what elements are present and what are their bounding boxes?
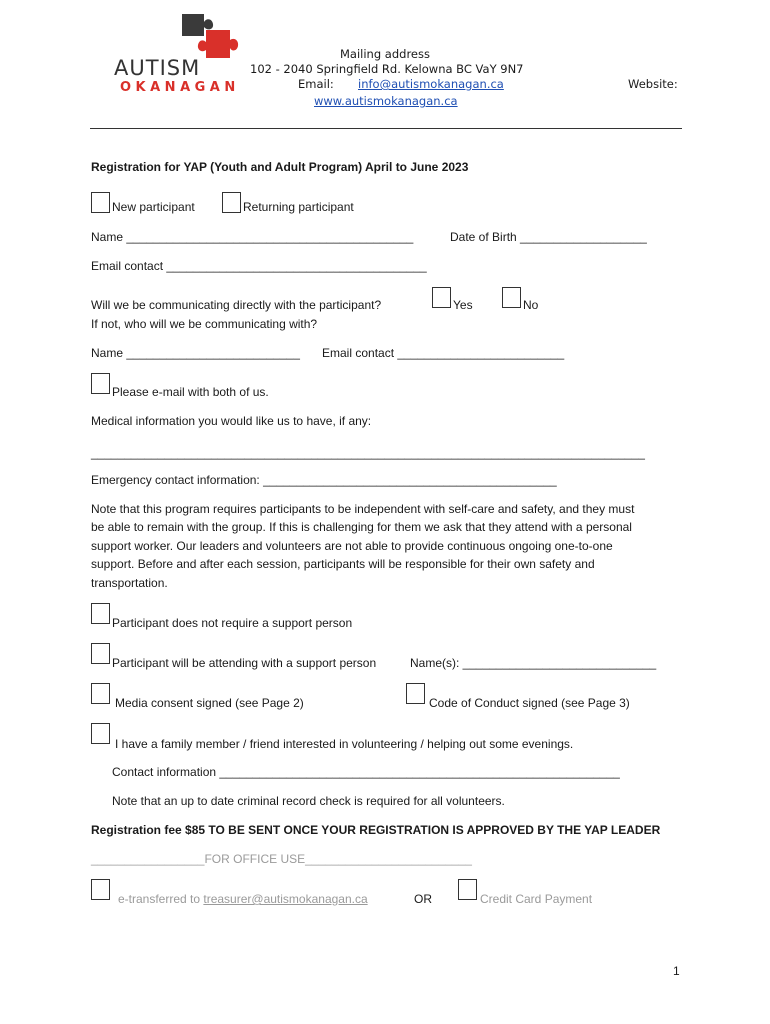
contact-name-field[interactable]: Name __________________________ bbox=[91, 346, 300, 360]
office-use-header: _________________FOR OFFICE USE_________________________ bbox=[91, 852, 472, 866]
yes-checkbox[interactable] bbox=[432, 287, 451, 308]
no-support-checkbox[interactable] bbox=[91, 603, 110, 624]
logo bbox=[112, 12, 242, 96]
volunteer-contact-field[interactable]: Contact information ____________________________________________________________ bbox=[112, 765, 620, 779]
registration-fee: Registration fee $85 TO BE SENT ONCE YOUR REGISTRATION IS APPROVED BY THE YAP LEADER bbox=[91, 823, 661, 837]
etransfer-checkbox[interactable] bbox=[91, 879, 110, 900]
mailing-label: Mailing address bbox=[340, 47, 430, 61]
yes-label: Yes bbox=[453, 298, 473, 312]
media-consent-checkbox[interactable] bbox=[91, 683, 110, 704]
criminal-record-note: Note that an up to date criminal record check is required for all volunteers. bbox=[112, 794, 505, 808]
email-contact-field[interactable]: Email contact _______________________________________ bbox=[91, 259, 427, 273]
communicating-question: Will we be communicating directly with the participant? bbox=[91, 298, 382, 312]
etransfer-prefix: e-transferred to bbox=[118, 892, 204, 906]
website-link[interactable]: www.autismokanagan.ca bbox=[314, 94, 458, 108]
support-names-field[interactable]: Name(s): _____________________________ bbox=[410, 656, 657, 670]
address: 102 - 2040 Springfield Rd. Kelowna BC VaY 9N7 bbox=[250, 62, 524, 76]
note-line-3: support worker. Our leaders and volunteers are not able to provide continuous ongoing one-to-one bbox=[91, 539, 613, 553]
page-number: 1 bbox=[673, 964, 680, 978]
treasurer-email-link[interactable]: treasurer@autismokanagan.ca bbox=[203, 892, 368, 906]
returning-participant-label: Returning participant bbox=[243, 200, 354, 214]
note-line-5: transportation. bbox=[91, 576, 168, 590]
puzzle-logo-icon bbox=[176, 12, 240, 60]
returning-participant-checkbox[interactable] bbox=[222, 192, 241, 213]
credit-card-checkbox[interactable] bbox=[458, 879, 477, 900]
media-consent-label: Media consent signed (see Page 2) bbox=[115, 696, 304, 710]
email-label: Email: bbox=[298, 77, 334, 91]
form-title: Registration for YAP (Youth and Adult Program) April to June 2023 bbox=[91, 160, 469, 174]
new-participant-checkbox[interactable] bbox=[91, 192, 110, 213]
email-both-checkbox[interactable] bbox=[91, 373, 110, 394]
logo-line-2: OKANAGAN bbox=[120, 80, 240, 95]
credit-card-label: Credit Card Payment bbox=[480, 892, 593, 906]
medical-label: Medical information you would like us to have, if any: bbox=[91, 414, 372, 428]
with-support-label: Participant will be attending with a support person bbox=[112, 656, 377, 670]
no-label: No bbox=[523, 298, 539, 312]
etransfer-label bbox=[118, 892, 368, 906]
new-participant-label: New participant bbox=[112, 200, 195, 214]
code-conduct-checkbox[interactable] bbox=[406, 683, 425, 704]
volunteer-label: I have a family member / friend interested in volunteering / helping out some evenings. bbox=[115, 737, 574, 751]
volunteer-checkbox[interactable] bbox=[91, 723, 110, 744]
no-checkbox[interactable] bbox=[502, 287, 521, 308]
header-divider bbox=[90, 128, 682, 129]
code-conduct-label: Code of Conduct signed (see Page 3) bbox=[429, 696, 630, 710]
note-line-1: Note that this program requires participants to be independent with self-care and safety, and they must bbox=[91, 502, 635, 516]
if-not-question: If not, who will we be communicating with? bbox=[91, 317, 318, 331]
name-field[interactable]: Name ___________________________________________ bbox=[91, 230, 414, 244]
email-both-label: Please e-mail with both of us. bbox=[112, 385, 269, 399]
with-support-checkbox[interactable] bbox=[91, 643, 110, 664]
website-label: Website: bbox=[628, 77, 678, 91]
no-support-label: Participant does not require a support person bbox=[112, 616, 353, 630]
note-line-4: support. Before and after each session, participants will be responsible for their own safety and bbox=[91, 557, 595, 571]
medical-field[interactable]: ___________________________________________________________________________________ bbox=[91, 446, 645, 460]
email-link[interactable]: info@autismokanagan.ca bbox=[358, 77, 504, 91]
emergency-field[interactable]: Emergency contact information: ____________________________________________ bbox=[91, 473, 557, 487]
logo-line-1: AUTISM bbox=[114, 56, 201, 80]
or-label: OR bbox=[414, 892, 432, 906]
dob-field[interactable]: Date of Birth ___________________ bbox=[450, 230, 647, 244]
note-line-2: be able to remain with the group. If this is challenging for them we ask that they attend with a personal bbox=[91, 520, 632, 534]
contact-email-field[interactable]: Email contact _________________________ bbox=[322, 346, 565, 360]
